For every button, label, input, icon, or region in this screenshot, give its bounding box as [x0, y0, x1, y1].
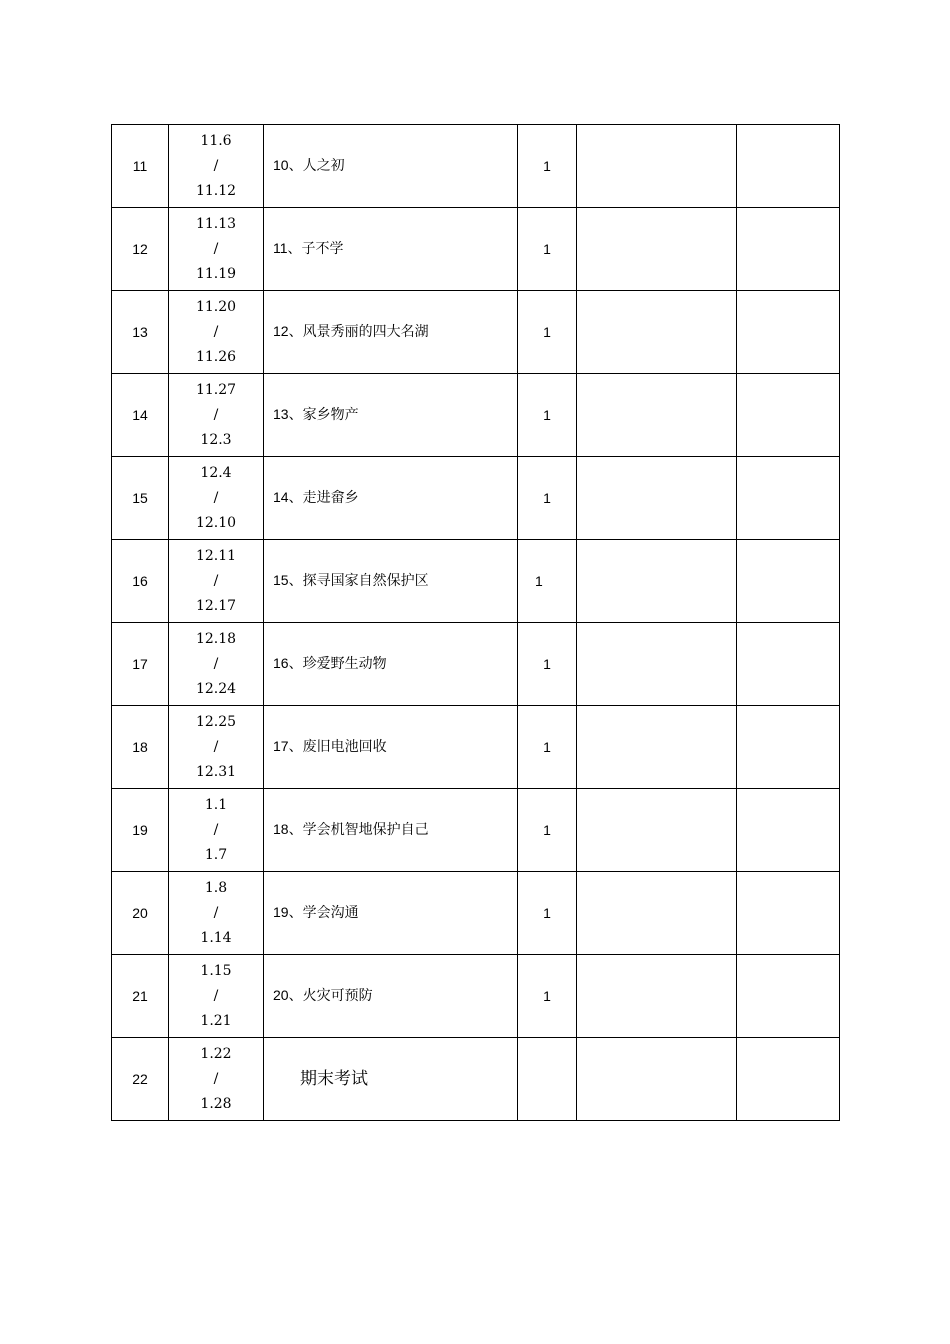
lesson-title: 学会机智地保护自己 — [302, 822, 429, 838]
date-cell — [169, 872, 264, 955]
note-cell — [577, 291, 737, 374]
week-cell: 17 — [112, 623, 169, 706]
week-cell: 20 — [112, 872, 169, 955]
remark-cell — [737, 125, 840, 208]
date-cell — [169, 125, 264, 208]
remark-cell — [737, 872, 840, 955]
lesson-cell — [264, 374, 518, 457]
date-start: 1.1 — [204, 796, 228, 813]
date-separator: / — [213, 904, 219, 921]
date-cell — [169, 208, 264, 291]
week-cell: 15 — [112, 457, 169, 540]
table-row — [112, 125, 840, 208]
note-cell — [577, 623, 737, 706]
hours-cell: 1 — [518, 623, 577, 706]
hours-cell: 1 — [518, 789, 577, 872]
date-cell — [169, 291, 264, 374]
week-cell: 11 — [112, 125, 169, 208]
date-separator: / — [213, 572, 219, 589]
table-row — [112, 291, 840, 374]
lesson-cell — [264, 540, 518, 623]
table-row — [112, 623, 840, 706]
table-row — [112, 208, 840, 291]
note-cell — [577, 872, 737, 955]
lesson-title: 期末考试 — [300, 1069, 368, 1089]
hours-cell: 1 — [518, 540, 577, 623]
date-separator: / — [213, 821, 219, 838]
table-row — [112, 540, 840, 623]
note-cell — [577, 457, 737, 540]
date-end: 12.17 — [195, 597, 237, 614]
date-start: 11.27 — [195, 381, 237, 398]
lesson-cell — [264, 125, 518, 208]
date-cell — [169, 1038, 264, 1121]
lesson-cell — [264, 789, 518, 872]
date-end: 11.12 — [195, 182, 237, 199]
lesson-title: 学会沟通 — [302, 905, 359, 921]
lesson-cell — [264, 208, 518, 291]
remark-cell — [737, 706, 840, 789]
lesson-number: 20、 — [273, 987, 303, 1003]
date-end: 11.19 — [195, 265, 237, 282]
date-separator: / — [213, 655, 219, 672]
date-separator: / — [213, 323, 219, 340]
table-row — [112, 955, 840, 1038]
lesson-cell — [264, 1038, 518, 1121]
lesson-title: 探寻国家自然保护区 — [302, 573, 429, 589]
date-cell — [169, 706, 264, 789]
date-end: 12.24 — [195, 680, 237, 697]
date-end: 12.31 — [195, 763, 237, 780]
hours-cell: 1 — [518, 955, 577, 1038]
lesson-title: 废旧电池回收 — [302, 739, 387, 755]
schedule-table — [111, 124, 840, 1121]
remark-cell — [737, 291, 840, 374]
note-cell — [577, 955, 737, 1038]
date-end: 1.28 — [200, 1095, 232, 1112]
date-start: 11.6 — [200, 132, 232, 149]
hours-cell: 1 — [518, 291, 577, 374]
lesson-cell — [264, 955, 518, 1038]
date-cell — [169, 623, 264, 706]
note-cell — [577, 789, 737, 872]
date-cell — [169, 789, 264, 872]
note-cell — [577, 208, 737, 291]
date-end: 1.21 — [200, 1012, 232, 1029]
date-start: 1.22 — [200, 1045, 232, 1062]
week-cell: 16 — [112, 540, 169, 623]
date-separator: / — [213, 489, 219, 506]
lesson-title: 火灾可预防 — [302, 988, 373, 1004]
lesson-number: 11、 — [273, 240, 302, 256]
remark-cell — [737, 540, 840, 623]
lesson-cell — [264, 623, 518, 706]
lesson-cell — [264, 291, 518, 374]
lesson-number: 13、 — [273, 406, 303, 422]
remark-cell — [737, 1038, 840, 1121]
note-cell — [577, 125, 737, 208]
lesson-cell — [264, 457, 518, 540]
date-end: 1.7 — [204, 846, 228, 863]
remark-cell — [737, 457, 840, 540]
remark-cell — [737, 789, 840, 872]
remark-cell — [737, 374, 840, 457]
table-row — [112, 872, 840, 955]
week-cell: 13 — [112, 291, 169, 374]
date-separator: / — [213, 987, 219, 1004]
remark-cell — [737, 955, 840, 1038]
date-separator: / — [213, 157, 219, 174]
date-start: 12.18 — [195, 630, 237, 647]
lesson-number: 18、 — [273, 821, 303, 837]
week-cell: 19 — [112, 789, 169, 872]
lesson-number: 17、 — [273, 738, 303, 754]
remark-cell — [737, 623, 840, 706]
date-start: 12.25 — [195, 713, 237, 730]
date-separator: / — [213, 1070, 219, 1087]
lesson-number: 10、 — [273, 157, 303, 173]
date-end: 12.10 — [195, 514, 237, 531]
lesson-title: 子不学 — [301, 241, 344, 257]
date-cell — [169, 374, 264, 457]
hours-cell: 1 — [518, 208, 577, 291]
note-cell — [577, 540, 737, 623]
table-row — [112, 457, 840, 540]
lesson-cell — [264, 872, 518, 955]
lesson-title: 家乡物产 — [302, 407, 359, 423]
date-cell — [169, 540, 264, 623]
table-row — [112, 706, 840, 789]
date-cell — [169, 955, 264, 1038]
date-cell — [169, 457, 264, 540]
lesson-number: 12、 — [273, 323, 303, 339]
date-separator: / — [213, 406, 219, 423]
remark-cell — [737, 208, 840, 291]
date-start: 12.11 — [195, 547, 237, 564]
lesson-cell — [264, 706, 518, 789]
lesson-title: 人之初 — [302, 158, 345, 174]
note-cell — [577, 374, 737, 457]
table-row — [112, 789, 840, 872]
week-cell: 14 — [112, 374, 169, 457]
note-cell — [577, 1038, 737, 1121]
table-row — [112, 374, 840, 457]
hours-cell — [518, 1038, 577, 1121]
date-start: 12.4 — [200, 464, 232, 481]
lesson-number: 19、 — [273, 904, 303, 920]
note-cell — [577, 706, 737, 789]
lesson-title: 风景秀丽的四大名湖 — [302, 324, 429, 340]
date-end: 1.14 — [200, 929, 232, 946]
hours-cell: 1 — [518, 374, 577, 457]
week-cell: 18 — [112, 706, 169, 789]
date-start: 11.13 — [195, 215, 237, 232]
lesson-number: 14、 — [273, 489, 303, 505]
week-cell: 21 — [112, 955, 169, 1038]
date-separator: / — [213, 240, 219, 257]
week-cell: 12 — [112, 208, 169, 291]
date-start: 11.20 — [195, 298, 237, 315]
date-end: 11.26 — [195, 348, 237, 365]
date-end: 12.3 — [200, 431, 232, 448]
date-start: 1.8 — [204, 879, 228, 896]
lesson-title: 走进畲乡 — [302, 490, 359, 506]
lesson-title: 珍爱野生动物 — [302, 656, 387, 672]
date-separator: / — [213, 738, 219, 755]
hours-cell: 1 — [518, 125, 577, 208]
lesson-number: 16、 — [273, 655, 303, 671]
hours-cell: 1 — [518, 872, 577, 955]
hours-cell: 1 — [518, 706, 577, 789]
schedule-body — [112, 125, 840, 1121]
hours-cell: 1 — [518, 457, 577, 540]
week-cell: 22 — [112, 1038, 169, 1121]
table-row — [112, 1038, 840, 1121]
date-start: 1.15 — [200, 962, 232, 979]
lesson-number: 15、 — [273, 572, 303, 588]
